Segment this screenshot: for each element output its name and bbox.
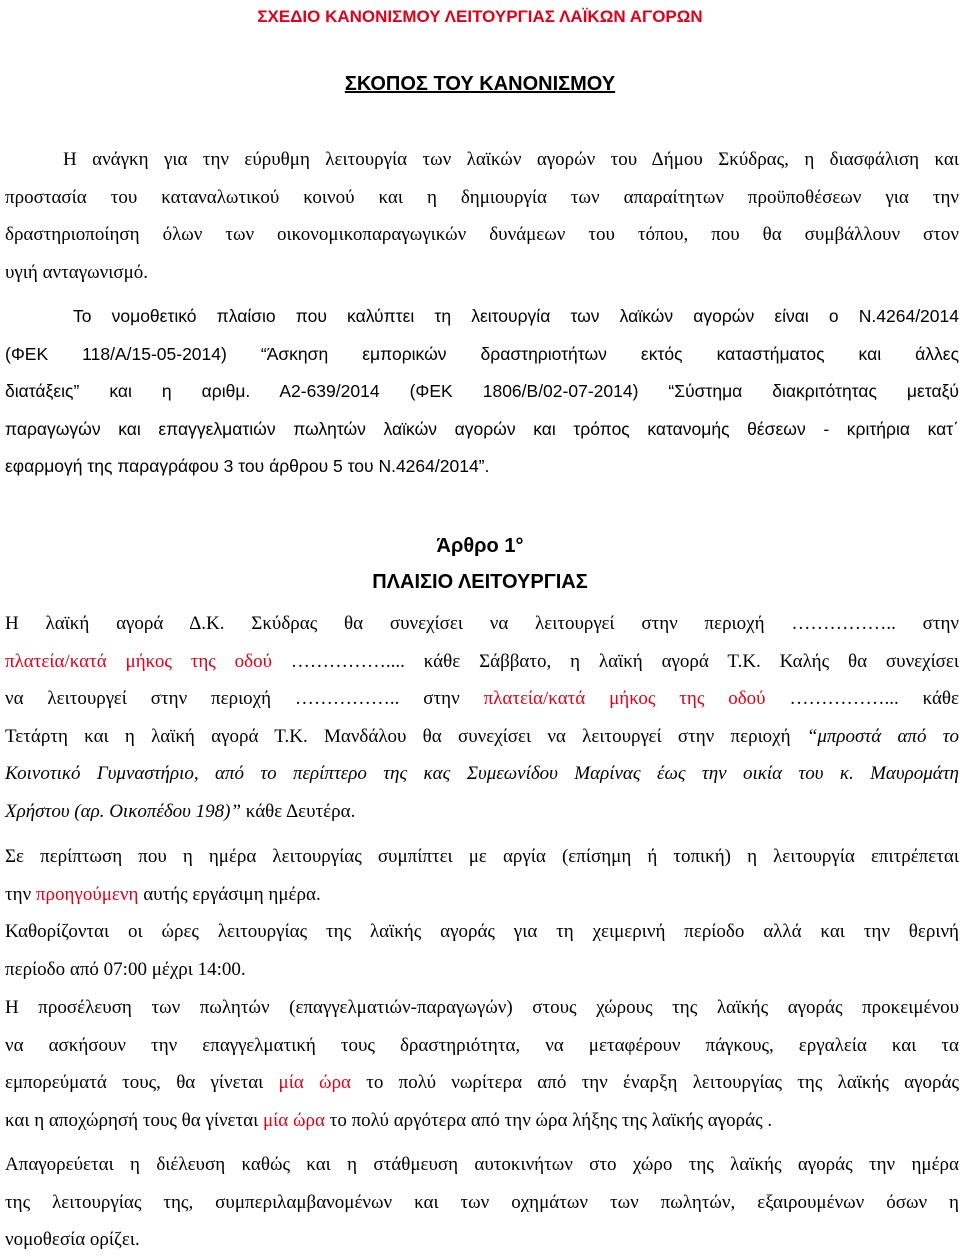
arrival-line: να ασκήσουν την επαγγελματική τους δραστηριότητα, να μεταφέρουν πάγκους, εργαλεία και τα xyxy=(5,1034,959,1056)
highlight-text: πλατεία/κατά μήκος της οδού xyxy=(483,688,766,709)
arrival-line: Η προσέλευση των πωλητών (επαγγελματιών-παραγωγών) στους χώρους της λαϊκής αγοράς προκειμένου xyxy=(5,997,959,1018)
legal-line: (ΦΕΚ 118/Α/15-05-2014) “Άσκηση εμπορικών δραστηριοτήτων εκτός καταστήματος και άλλες xyxy=(5,343,959,364)
legal-line: Το νομοθετικό πλαίσιο που καλύπτει τη λειτουργία των λαϊκών αγορών είναι ο Ν.4264/2014 xyxy=(73,306,959,326)
traffic-line: νομοθεσία ορίζει. xyxy=(5,1229,140,1250)
section-title: ΣΚΟΠΟΣ ΤΟΥ ΚΑΝΟΝΙΣΜΟΥ xyxy=(344,73,616,95)
traffic-paragraph xyxy=(5,1146,959,1259)
holiday-line: την προηγούμενη αυτής εργάσιμη ημέρα. xyxy=(5,883,321,905)
schedule-line: να λειτουργεί στην περιοχή …………….. στην πλατεία/κατά μήκος της οδού ……………... κάθε xyxy=(5,688,960,709)
legal-paragraph xyxy=(5,298,959,486)
schedule-paragraph xyxy=(5,605,959,830)
highlight-text: μία ώρα xyxy=(278,1072,352,1093)
document-title: ΣΧΕΔΙΟ ΚΑΝΟΝΙΣΜΟΥ ΛΕΙΤΟΥΡΓΙΑΣ ΛΑΪΚΩΝ ΑΓΟΡΩΝ xyxy=(257,7,703,26)
intro-line: υγιή ανταγωνισμό. xyxy=(5,261,149,283)
arrival-line: εμπορεύματά τους, θα γίνεται μία ώρα το πολύ νωρίτερα από την έναρξη λειτουργίας της λαϊκής αγοράς xyxy=(5,1072,959,1093)
highlight-text: προηγούμενη xyxy=(35,883,139,905)
holiday-line: Σε περίπτωση που η ημέρα λειτουργίας συμπίπτει με αργία (επίσημη ή τοπική) η λειτουργία επιτρέπεται xyxy=(5,846,959,867)
legal-line: εφαρμογή της παραγράφου 3 του άρθρου 5 του Ν.4264/2014”. xyxy=(5,456,490,476)
highlight-text: μία ώρα xyxy=(262,1109,325,1131)
article-number: Άρθρο 1° xyxy=(436,535,524,557)
schedule-line: Κοινοτικό Γυμναστήριο, από το περίπτερο της κας Συμεωνίδου Μαρίνας έως την οικία του κ. Μαυρομάτη xyxy=(5,763,959,784)
traffic-line: Απαγορεύεται η διέλευση καθώς και η στάθμευση αυτοκινήτων στο χώρο της λαϊκής αγοράς την ημέρα xyxy=(5,1154,959,1175)
hours-paragraph xyxy=(5,913,959,988)
schedule-line: Χρήστου (αρ. Οικοπέδου 198)” κάθε Δευτέρα. xyxy=(5,800,356,822)
intro-line: δραστηριοποίηση όλων των οικονομικοπαραγωγικών δυνάμεων του τόπου, που θα συμβάλλουν στον xyxy=(5,224,959,245)
holiday-paragraph xyxy=(5,838,959,913)
article-title: ΠΛΑΙΣΙΟ ΛΕΙΤΟΥΡΓΙΑΣ xyxy=(372,571,588,593)
traffic-line: της λειτουργίας της, συμπεριλαμβανομένων και των οχημάτων των πωλητών, εξαιρουμένων όσων η xyxy=(5,1191,959,1213)
schedule-line: πλατεία/κατά μήκος της οδού …………….... κάθε Σάββατο, η λαϊκή αγορά Τ.Κ. Καλής θα συνεχίσει xyxy=(5,650,960,672)
schedule-line: Η λαϊκή αγορά Δ.Κ. Σκύδρας θα συνεχίσει να λειτουργεί στην περιοχή …………….. στην xyxy=(5,613,960,634)
hours-line: περίοδο από 07:00 μέχρι 14:00. xyxy=(5,958,246,980)
arrival-paragraph xyxy=(5,989,959,1139)
legal-line: διατάξεις” και η αριθμ. Α2-639/2014 (ΦΕΚ 1806/Β/02-07-2014) “Σύστημα διακριτότητας μεταξύ xyxy=(5,381,959,401)
legal-line: παραγωγών και επαγγελματιών πωλητών λαϊκών αγορών και τρόπος κατανομής θέσεων - κριτήρια κατ΄ xyxy=(5,418,959,439)
intro-line: προστασία του καταναλωτικού κοινού και η δημιουργία των απαραίτητων προϋποθέσεων για την xyxy=(5,186,959,208)
intro-line: Η ανάγκη για την εύρυθμη λειτουργία των λαϊκών αγορών του Δήμου Σκύδρας, η διασφάλιση και xyxy=(63,149,959,170)
highlight-text: πλατεία/κατά μήκος της οδού xyxy=(5,650,273,672)
schedule-line: Τετάρτη και η λαϊκή αγορά Τ.Κ. Μανδάλου θα συνεχίσει να λειτουργεί στην περιοχή “μπροστά από το xyxy=(5,725,959,747)
arrival-line: και η αποχώρησή τους θα γίνεται μία ώρα το πολύ αργότερα από την ώρα λήξης της λαϊκής αγοράς . xyxy=(5,1109,773,1131)
hours-line: Καθορίζονται οι ώρες λειτουργίας της λαϊκής αγοράς για τη χειμερινή περίοδο αλλά και την θερινή xyxy=(5,921,959,942)
intro-paragraph xyxy=(5,141,959,291)
